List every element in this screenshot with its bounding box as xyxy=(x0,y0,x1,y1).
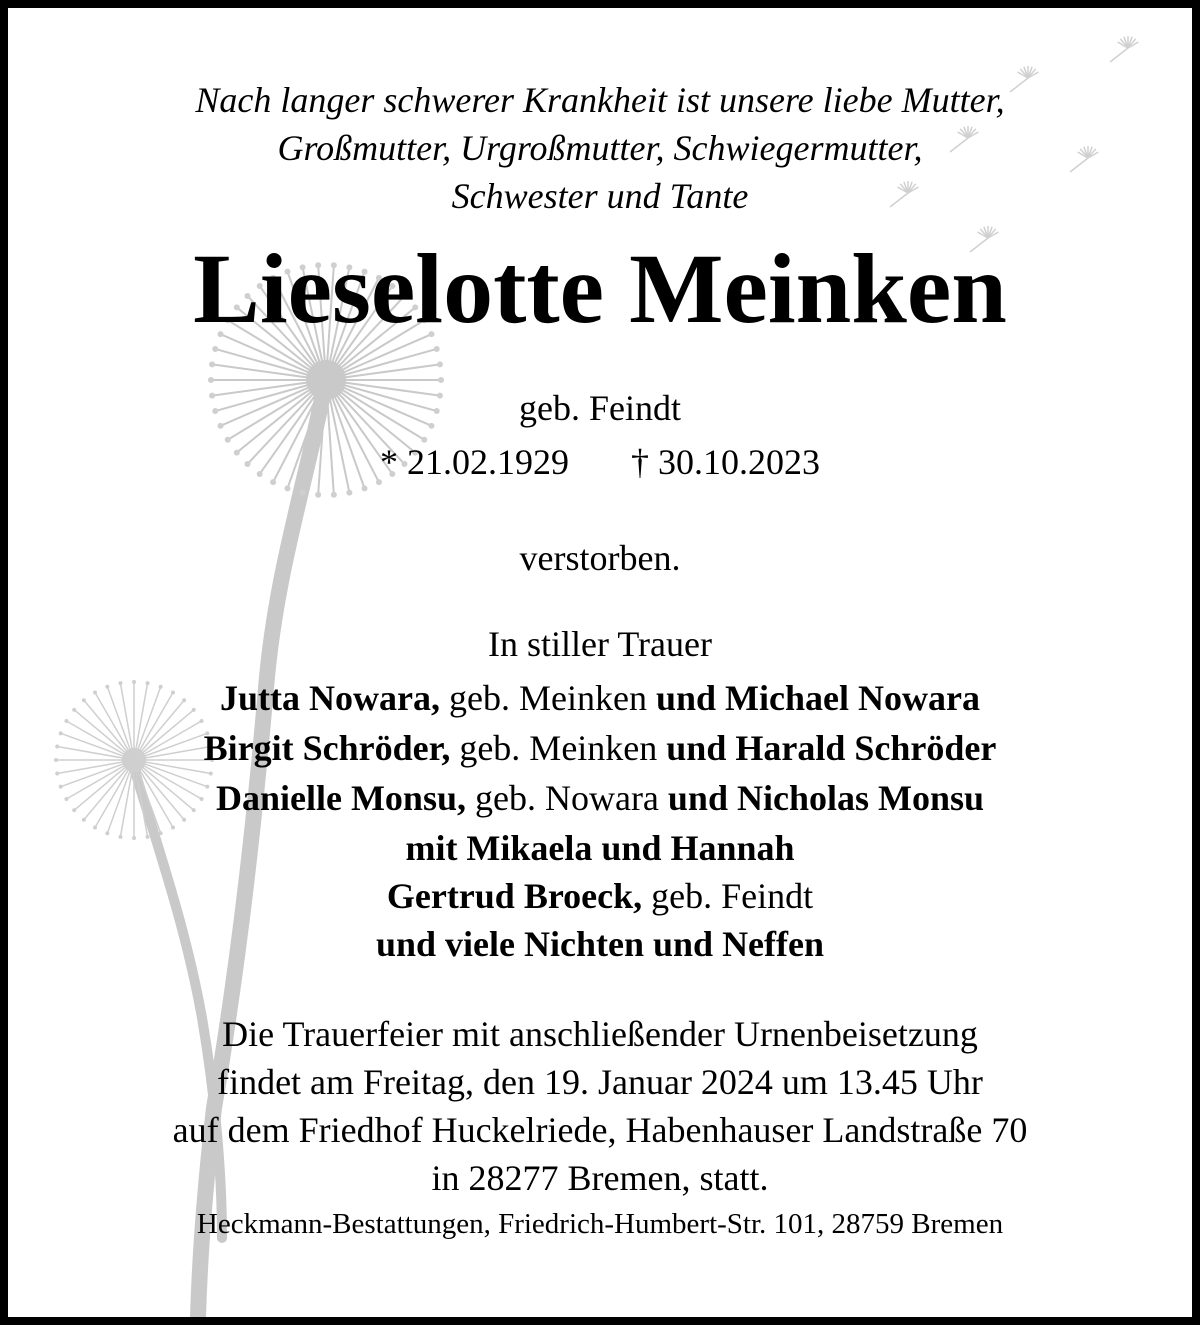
mourner-birth-name: geb. Feindt xyxy=(642,876,814,916)
funeral-line-4: in 28277 Bremen, statt. xyxy=(431,1158,769,1198)
mourner-line xyxy=(8,724,1192,772)
mourner-name: Birgit Schröder, xyxy=(203,728,451,768)
birth-date: * 21.02.1929 xyxy=(380,442,569,482)
intro-line-3: Schwester und Tante xyxy=(451,176,749,216)
maiden-name: geb. Feindt xyxy=(519,388,681,428)
mourner-relatives-line: und viele Nichten und Neffen xyxy=(375,924,825,964)
mourning-header: In stiller Trauer xyxy=(488,624,712,664)
deceased-name: Lieselotte Meinken xyxy=(193,233,1007,344)
mourner-line xyxy=(8,774,1192,822)
death-date: † 30.10.2023 xyxy=(631,442,820,482)
mourner-partner: und Harald Schröder xyxy=(666,728,997,768)
mourner-name: Jutta Nowara, xyxy=(220,678,441,718)
mourner-line xyxy=(8,674,1192,722)
passed-text: verstorben. xyxy=(519,538,681,578)
undertaker-info: Heckmann-Bestattungen, Friedrich-Humbert-Str. 101, 28759 Bremen xyxy=(196,1208,1004,1240)
mourner-birth-name: geb. Meinken xyxy=(450,728,667,768)
funeral-line-2: findet am Freitag, den 19. Januar 2024 um 13.45 Uhr xyxy=(217,1062,983,1102)
mourner-line xyxy=(8,872,1192,920)
mourner-partner: und Michael Nowara xyxy=(655,678,980,718)
funeral-line-1: Die Trauerfeier mit anschließender Urnenbeisetzung xyxy=(222,1014,978,1054)
funeral-line-3: auf dem Friedhof Huckelriede, Habenhauser Landstraße 70 xyxy=(172,1110,1028,1150)
mourner-birth-name: geb. Nowara xyxy=(465,778,668,818)
mourner-birth-name: geb. Meinken xyxy=(440,678,656,718)
mourner-partner: und Nicholas Monsu xyxy=(667,778,985,818)
mourner-name: Gertrud Broeck, xyxy=(386,876,643,916)
mourner-children-line: mit Mikaela und Hannah xyxy=(405,828,795,868)
notice-text xyxy=(8,8,1192,1317)
intro-line-1: Nach langer schwerer Krankheit ist unsere liebe Mutter, xyxy=(195,80,1005,120)
life-dates xyxy=(8,440,1192,484)
intro-line-2: Großmutter, Urgroßmutter, Schwiegermutter, xyxy=(277,128,923,168)
mourner-name: Danielle Monsu, xyxy=(215,778,466,818)
